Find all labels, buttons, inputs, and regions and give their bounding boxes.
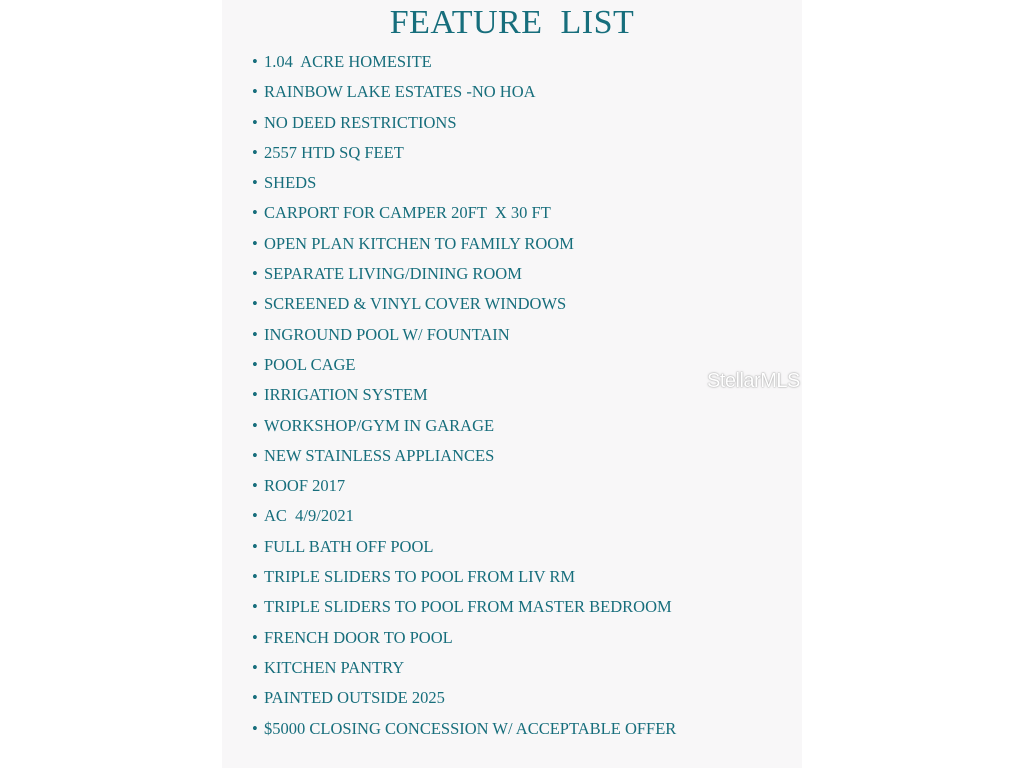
bullet-icon: • [252, 506, 258, 526]
feature-item [252, 229, 676, 259]
bullet-icon: • [252, 112, 258, 132]
feature-item [252, 471, 676, 501]
bullet-icon: • [252, 688, 258, 708]
feature-item [252, 653, 676, 683]
feature-text: CARPORT FOR CAMPER 20FT X 30 FT [264, 203, 551, 223]
feature-text: WORKSHOP/GYM IN GARAGE [264, 415, 495, 435]
feature-text: 2557 HTD SQ FEET [264, 142, 404, 162]
feature-text: SCREENED & VINYL COVER WINDOWS [264, 294, 567, 314]
feature-text: POOL CAGE [264, 354, 356, 374]
bullet-icon: • [252, 385, 258, 405]
feature-item [252, 411, 676, 441]
feature-item [252, 47, 676, 77]
feature-item [252, 683, 676, 713]
bullet-icon: • [252, 718, 258, 738]
feature-item [252, 350, 676, 380]
bullet-icon: • [252, 82, 258, 102]
feature-text: NEW STAINLESS APPLIANCES [264, 445, 495, 465]
feature-text: TRIPLE SLIDERS TO POOL FROM LIV RM [264, 567, 576, 587]
feature-text: 1.04 ACRE HOMESITE [264, 52, 432, 71]
bullet-icon: • [252, 657, 258, 677]
bullet-icon: • [252, 324, 258, 344]
feature-item [252, 714, 676, 744]
feature-text: PAINTED OUTSIDE 2025 [264, 688, 445, 708]
feature-text: KITCHEN PANTRY [264, 657, 405, 677]
feature-text: INGROUND POOL W/ FOUNTAIN [264, 324, 510, 344]
feature-item [252, 259, 676, 289]
feature-item [252, 108, 676, 138]
feature-item [252, 320, 676, 350]
feature-text: $5000 CLOSING CONCESSION W/ ACCEPTABLE OFFER [264, 718, 677, 738]
feature-item [252, 532, 676, 562]
feature-list [252, 47, 676, 744]
bullet-icon: • [252, 173, 258, 193]
feature-text: RAINBOW LAKE ESTATES -NO HOA [264, 82, 536, 102]
feature-text: FULL BATH OFF POOL [264, 536, 434, 556]
bullet-icon: • [252, 597, 258, 617]
bullet-icon: • [252, 233, 258, 253]
feature-text: AC 4/9/2021 [264, 506, 354, 526]
bullet-icon: • [252, 445, 258, 465]
bullet-icon: • [252, 627, 258, 647]
feature-item [252, 138, 676, 168]
bullet-icon: • [252, 294, 258, 314]
stellarmls-watermark: StellarMLS [707, 370, 800, 392]
feature-item [252, 562, 676, 592]
feature-text: TRIPLE SLIDERS TO POOL FROM MASTER BEDROOM [264, 597, 672, 617]
page-title: FEATURE LIST [389, 4, 635, 41]
feature-item [252, 592, 676, 622]
feature-item [252, 198, 676, 228]
bullet-icon: • [252, 567, 258, 587]
bullet-icon: • [252, 142, 258, 162]
bullet-icon: • [252, 476, 258, 496]
feature-item [252, 168, 676, 198]
feature-text: SHEDS [264, 173, 317, 193]
bullet-icon: • [252, 52, 258, 71]
feature-item [252, 501, 676, 531]
feature-item [252, 77, 676, 107]
feature-list-sheet [222, 0, 802, 768]
feature-text: IRRIGATION SYSTEM [264, 385, 428, 405]
feature-item [252, 289, 676, 319]
feature-text: NO DEED RESTRICTIONS [264, 112, 457, 132]
bullet-icon: • [252, 354, 258, 374]
feature-item [252, 380, 676, 410]
feature-item [252, 441, 676, 471]
bullet-icon: • [252, 264, 258, 284]
feature-text: OPEN PLAN KITCHEN TO FAMILY ROOM [264, 233, 574, 253]
feature-text: ROOF 2017 [264, 476, 346, 496]
bullet-icon: • [252, 203, 258, 223]
feature-text: SEPARATE LIVING/DINING ROOM [264, 264, 522, 284]
bullet-icon: • [252, 415, 258, 435]
feature-item [252, 623, 676, 653]
feature-text: FRENCH DOOR TO POOL [264, 627, 453, 647]
bullet-icon: • [252, 536, 258, 556]
